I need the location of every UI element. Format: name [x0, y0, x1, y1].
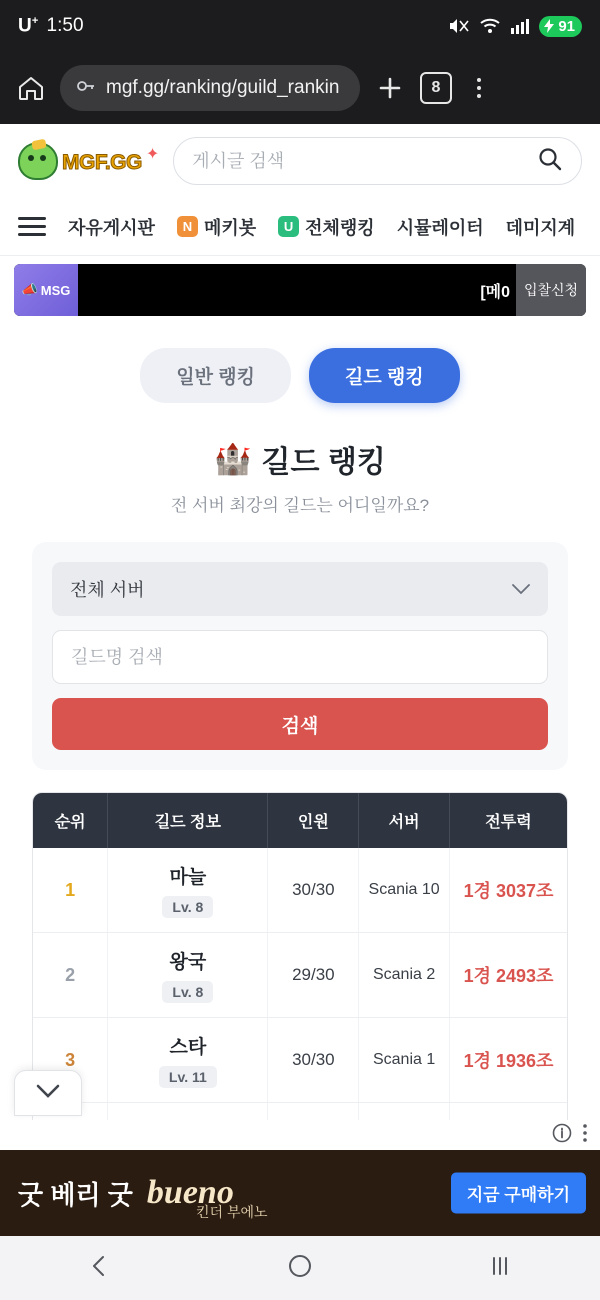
- search-input[interactable]: [192, 151, 537, 172]
- castle-icon: 🏰: [214, 442, 252, 476]
- ad-headline: 굿 베리 굿: [18, 1179, 133, 1210]
- home-icon[interactable]: [287, 1253, 313, 1284]
- search-button[interactable]: 검색: [52, 698, 548, 750]
- signal-icon: [510, 17, 530, 35]
- table-row[interactable]: [33, 848, 567, 933]
- server-select[interactable]: [52, 562, 548, 616]
- web-page: [0, 124, 600, 1120]
- row-members: 29/30: [268, 933, 359, 1018]
- server-select-value: 전체 서버: [70, 580, 145, 600]
- row-guild: [108, 848, 268, 933]
- banner-tag-label: MSG: [40, 282, 71, 298]
- nav-item-1[interactable]: [177, 214, 256, 240]
- page-title-text: 길드 랭킹: [261, 446, 386, 479]
- row-guild-name: [112, 1117, 263, 1120]
- table-header-row: [33, 793, 567, 848]
- row-server: [359, 1103, 450, 1121]
- ad-subtext: 킨더 부에노: [196, 1204, 268, 1220]
- status-bar: [0, 0, 600, 52]
- nav-item-2[interactable]: [278, 214, 375, 240]
- status-clock: 1:50: [46, 15, 84, 36]
- banner-text: [메0: [480, 283, 510, 301]
- tab-guild-ranking[interactable]: 길드 랭킹: [309, 348, 460, 403]
- page-subtitle: 전 서버 최강의 길드는 어디일까요?: [170, 496, 430, 515]
- ad-cta-button[interactable]: 지금 구매하기: [451, 1173, 586, 1214]
- row-power: [449, 1103, 567, 1121]
- table-row[interactable]: [33, 1018, 567, 1103]
- site-logo[interactable]: [18, 142, 159, 180]
- row-members: [268, 1103, 359, 1121]
- row-members: 30/30: [268, 1018, 359, 1103]
- nav-label-3: 시뮬레이터: [396, 217, 484, 238]
- ranking-table: [32, 792, 568, 1120]
- col-rank: 순위: [33, 793, 108, 848]
- recents-icon[interactable]: [487, 1253, 513, 1284]
- row-guild-level: Lv. 11: [159, 1066, 217, 1088]
- col-guild: 길드 정보: [108, 793, 268, 848]
- nav-label-4: 데미지계: [505, 217, 576, 238]
- tab-count-button[interactable]: 8: [420, 72, 452, 104]
- row-guild: [108, 933, 268, 1018]
- nav-label-2: 전체랭킹: [305, 217, 375, 238]
- megaphone-icon: 📣: [21, 282, 38, 297]
- col-server: 서버: [359, 793, 450, 848]
- mute-icon: [448, 17, 470, 35]
- logo-text: MGF.GG: [62, 151, 142, 174]
- search-icon[interactable]: [537, 146, 563, 177]
- banner-msg-tag: [14, 264, 78, 316]
- promo-banner[interactable]: [14, 264, 586, 316]
- ranking-tabs: [0, 348, 600, 403]
- advertisement[interactable]: [0, 1150, 600, 1236]
- ad-topbar: [0, 1120, 600, 1150]
- nav-badge-u: U: [278, 216, 299, 237]
- system-nav-bar: [0, 1236, 600, 1300]
- row-guild: [108, 1018, 268, 1103]
- menu-icon[interactable]: [18, 217, 46, 236]
- nav-badge-n: N: [177, 216, 198, 237]
- new-tab-icon[interactable]: [372, 70, 408, 106]
- mascot-icon: [18, 142, 58, 180]
- row-rank: 1: [33, 848, 108, 933]
- url-text: mgf.gg/ranking/guild_rankin: [106, 77, 340, 98]
- url-bar[interactable]: [60, 65, 360, 111]
- site-search[interactable]: [173, 137, 582, 185]
- ad-info-icon[interactable]: [552, 1123, 572, 1148]
- site-nav: [0, 198, 600, 256]
- back-icon[interactable]: [87, 1253, 113, 1284]
- guild-search-field[interactable]: [52, 630, 548, 684]
- wifi-icon: [479, 17, 501, 35]
- ad-menu-icon[interactable]: [582, 1123, 588, 1148]
- row-server: Scania 1: [359, 1018, 450, 1103]
- scroll-down-button[interactable]: [14, 1070, 82, 1116]
- banner-bid-button[interactable]: 입찰신청: [516, 264, 586, 316]
- col-members: 인원: [268, 793, 359, 848]
- lock-icon: [76, 77, 96, 100]
- row-guild-level: Lv. 8: [162, 896, 213, 918]
- overflow-menu-icon[interactable]: [464, 78, 494, 98]
- table-row[interactable]: [33, 1103, 567, 1121]
- battery-percent: 91: [558, 17, 575, 35]
- row-rank: 3: [33, 1018, 108, 1103]
- col-power: 전투력: [449, 793, 567, 848]
- row-power: 1경 2493조: [449, 933, 567, 1018]
- ad-brand: bueno: [146, 1174, 234, 1211]
- guild-search-input[interactable]: [71, 647, 529, 668]
- status-icons: [448, 16, 582, 37]
- home-icon[interactable]: [14, 71, 48, 105]
- row-power: 1경 3037조: [449, 848, 567, 933]
- row-server: Scania 2: [359, 933, 450, 1018]
- nav-item-3[interactable]: [397, 214, 484, 240]
- row-rank: 2: [33, 933, 108, 1018]
- site-header: [0, 124, 600, 198]
- carrier-label: U+: [18, 14, 39, 37]
- chevron-down-icon: [35, 1083, 61, 1104]
- page-title: [0, 437, 600, 481]
- row-guild-name: 스타: [169, 1037, 207, 1058]
- row-power: 1경 1936조: [449, 1018, 567, 1103]
- battery-icon: [539, 16, 582, 37]
- row-server: Scania 10: [359, 848, 450, 933]
- row-guild: [108, 1103, 268, 1121]
- nav-label-1: 메키봇: [203, 217, 257, 238]
- tab-general-ranking[interactable]: 일반 랭킹: [140, 348, 291, 403]
- nav-item-0[interactable]: [68, 214, 155, 240]
- chevron-down-icon: [512, 579, 530, 600]
- browser-toolbar: [0, 52, 600, 124]
- row-guild-name: 왕국: [169, 952, 207, 973]
- star-icon: ✦: [145, 146, 160, 163]
- row-guild-level: Lv. 8: [162, 981, 213, 1003]
- row-members: 30/30: [268, 848, 359, 933]
- filter-card: [32, 542, 568, 770]
- row-guild-name: 마늘: [169, 867, 207, 888]
- nav-label-0: 자유게시판: [68, 217, 155, 238]
- table-row[interactable]: [33, 933, 567, 1018]
- nav-item-4[interactable]: [506, 214, 576, 240]
